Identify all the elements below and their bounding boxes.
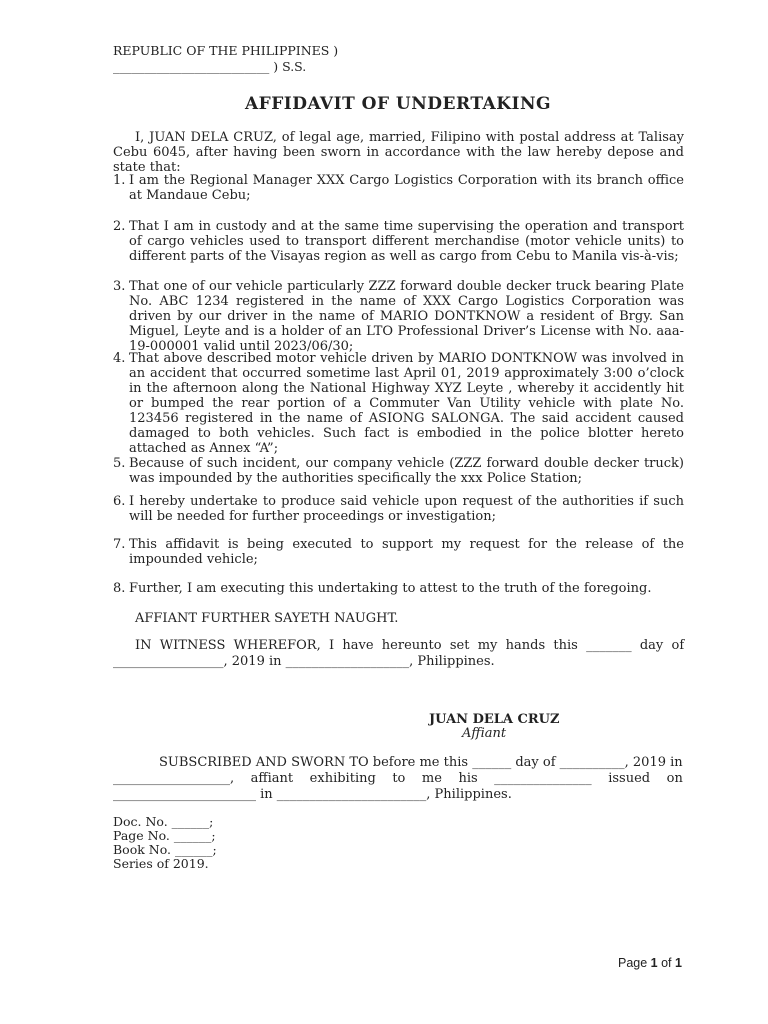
doc-number: Doc. No. ______; [113, 814, 214, 829]
item-text: Because of such incident, our company vehicle (ZZZ forward double decker truck) was impounded by the authorities specifically the xxx Police Station; [129, 456, 684, 486]
item-text: That above described motor vehicle driven by MARIO DONTKNOW was involved in an accident that occurred sometime last April 01, 2019 approximately 3:00 o’clock in the afternoon along the National Highway XYZ Leyte , whereby it accidently hit or bumped the rear portion of a Commuter Van Utility vehicle with plate No. 123456 registered in the name of ASIONG SALONGA. The said accident caused damaged to both vehicles. Such fact is embodied in the police blotter hereto attached as Annex “A”; [129, 351, 684, 456]
intro-paragraph: I, JUAN DELA CRUZ, of legal age, married, Filipino with postal address at Talisay Cebu 6045, after having been sworn in accordance with the law hereby depose and state that: [113, 130, 684, 175]
series-year: Series of 2019. [113, 856, 209, 871]
item-number: 7. [113, 537, 126, 552]
page-number-entry: Page No. ______; [113, 828, 216, 843]
list-item-7 [113, 537, 684, 567]
item-text: This affidavit is being executed to support my request for the release of the impounded vehicle; [129, 537, 684, 567]
jurat-line-2: __________________, affiant exhibiting to me his _______________ issued on [113, 771, 683, 786]
book-number: Book No. ______; [113, 842, 217, 857]
list-item-8 [113, 581, 684, 596]
list-item-3 [113, 279, 684, 354]
item-number: 5. [113, 456, 126, 471]
list-item-4 [113, 351, 684, 456]
page-footer [618, 956, 682, 970]
witness-line-1: IN WITNESS WHEREFOR, I have hereunto set my hands this _______ day of [135, 638, 685, 653]
header-republic: REPUBLIC OF THE PHILIPPINES ) [113, 43, 339, 58]
footer-current-page: 1 [650, 956, 658, 970]
item-text: Further, I am executing this undertaking to attest to the truth of the foregoing. [129, 581, 652, 596]
list-item-2 [113, 219, 684, 264]
affiant-name: JUAN DELA CRUZ [429, 712, 560, 727]
jurat-line-1: SUBSCRIBED AND SWORN TO before me this ______ day of __________, 2019 in [159, 755, 683, 770]
list-item-6 [113, 494, 684, 524]
affiant-further-sayeth: AFFIANT FURTHER SAYETH NAUGHT. [135, 611, 399, 626]
list-item-1 [113, 173, 684, 203]
list-item-5 [113, 456, 684, 486]
affiant-label: Affiant [462, 726, 507, 741]
item-number: 6. [113, 494, 126, 509]
header-ss-line: _________________________ ) S.S. [113, 59, 307, 74]
witness-line-2: _________________, 2019 in ___________________, Philippines. [113, 654, 495, 669]
item-number: 2. [113, 219, 126, 234]
item-number: 1. [113, 173, 126, 188]
item-text: That one of our vehicle particularly ZZZ forward double decker truck bearing Plate No. ABC 1234 registered in the name of XXX Cargo Logistics Corporation was driven by our driver in the name of MARIO DONTKNOW a resident of Brgy. San Miguel, Leyte and is a holder of an LTO Professional Driver’s License with No. aaa-19-000001 valid until 2023/06/30; [129, 279, 684, 354]
footer-total-pages: 1 [675, 956, 682, 970]
item-number: 3. [113, 279, 126, 294]
item-number: 8. [113, 581, 126, 596]
footer-prefix: Page [618, 956, 651, 970]
item-text: I hereby undertake to produce said vehicle upon request of the authorities if such will be needed for further proceedings or investigation; [129, 494, 684, 524]
item-text: I am the Regional Manager XXX Cargo Logistics Corporation with its branch office at Mandaue Cebu; [129, 173, 684, 203]
footer-of: of [657, 956, 675, 970]
page-title: AFFIDAVIT OF UNDERTAKING [244, 94, 552, 114]
item-number: 4. [113, 351, 126, 366]
jurat-line-3: ______________________ in _______________________, Philippines. [113, 787, 512, 802]
item-text: That I am in custody and at the same time supervising the operation and transport of cargo vehicles used to transport different merchandise (motor vehicle units) to different parts of the Visayas region as well as cargo from Cebu to Manila vis-à-vis; [129, 219, 684, 264]
